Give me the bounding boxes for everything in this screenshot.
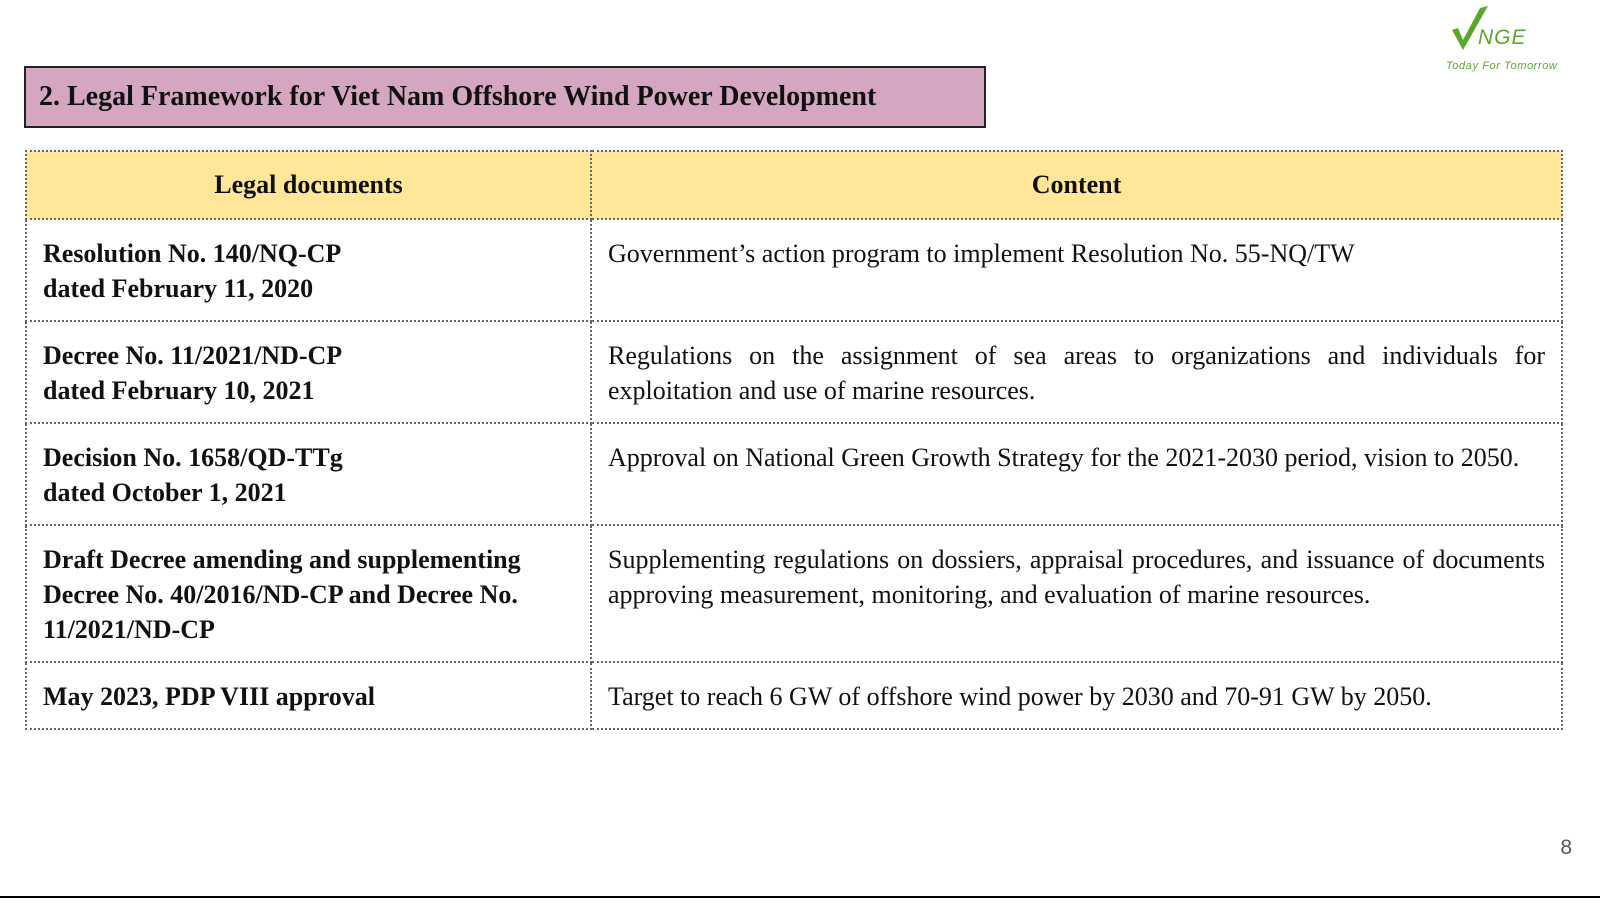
document-date: dated February 10, 2021: [43, 376, 315, 405]
vnge-logo: [1446, 4, 1600, 76]
legal-document-cell: [26, 662, 591, 729]
document-name: Decree No. 11/2021/ND-CP: [43, 341, 343, 370]
content-cell: Government’s action program to implement Resolution No. 55-NQ/TW: [591, 219, 1562, 321]
content-cell: Regulations on the assignment of sea areas to organizations and individuals for exploitation and use of marine resources.: [591, 321, 1562, 423]
header-content: Content: [591, 151, 1562, 219]
document-name: Resolution No. 140/NQ-CP: [43, 239, 342, 268]
document-name: Decision No. 1658/QD-TTg: [43, 443, 343, 472]
content-cell: Approval on National Green Growth Strategy for the 2021-2030 period, vision to 2050.: [591, 423, 1562, 525]
table-row: [26, 321, 1562, 423]
table-row: [26, 525, 1562, 662]
legal-document-cell: [26, 321, 591, 423]
document-date: dated February 11, 2020: [43, 274, 314, 303]
page-number: 8: [1560, 836, 1572, 859]
legal-document-cell: [26, 219, 591, 321]
table-row: [26, 423, 1562, 525]
document-name: Draft Decree amending and supplementing Decree No. 40/2016/ND-CP and Decree No. 11/2021/ND-CP: [43, 545, 521, 644]
header-legal-documents: Legal documents: [26, 151, 591, 219]
table-header-row: [26, 151, 1562, 219]
legal-framework-table: [25, 150, 1563, 730]
table-row: [26, 662, 1562, 729]
document-date: dated October 1, 2021: [43, 478, 287, 507]
legal-document-cell: [26, 423, 591, 525]
slide-title: 2. Legal Framework for Viet Nam Offshore Wind Power Development: [24, 66, 986, 128]
content-cell: Supplementing regulations on dossiers, appraisal procedures, and issuance of documents approving measurement, monitoring, and evaluation of marine resources.: [591, 525, 1562, 662]
content-cell: Target to reach 6 GW of offshore wind power by 2030 and 70-91 GW by 2050.: [591, 662, 1562, 729]
table-row: [26, 219, 1562, 321]
logo-tagline: Today For Tomorrow: [1446, 60, 1558, 72]
logo-wordmark: NGE: [1478, 26, 1527, 49]
document-name: May 2023, PDP VIII approval: [43, 682, 376, 711]
legal-document-cell: [26, 525, 591, 662]
